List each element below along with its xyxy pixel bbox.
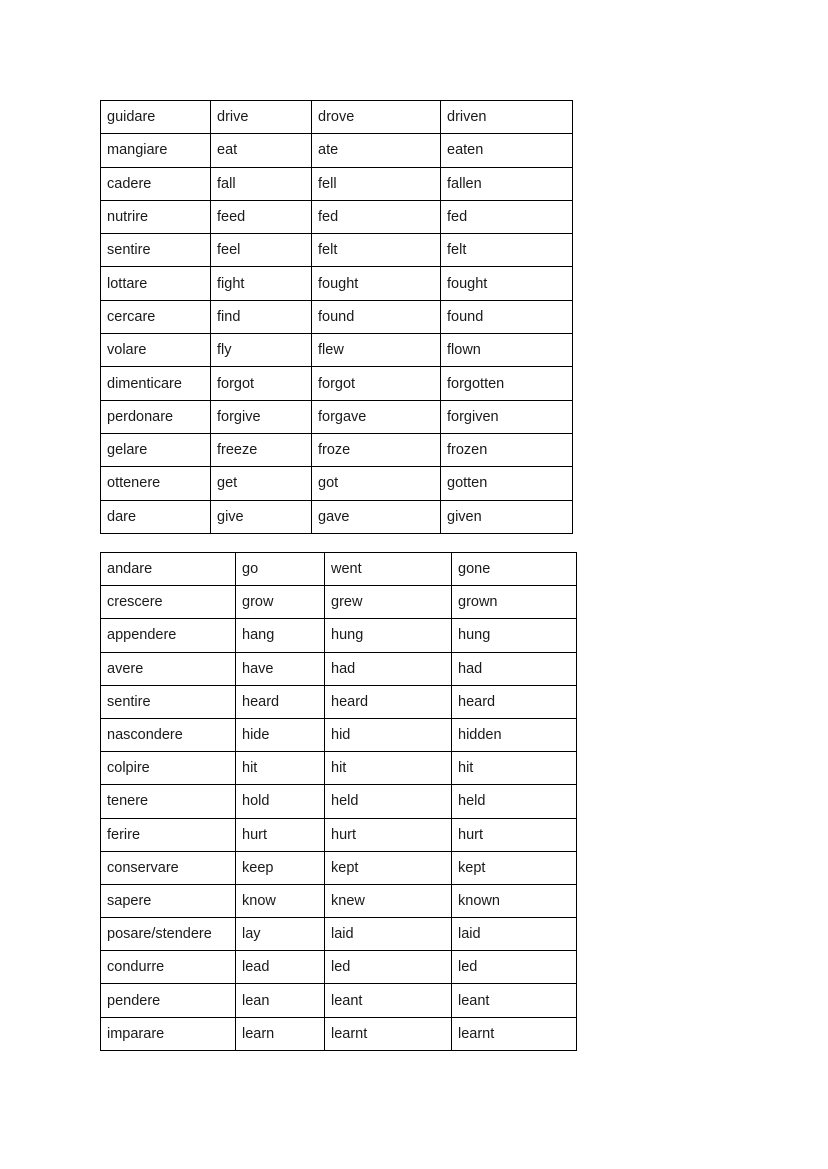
- past-simple-cell: forgot: [312, 367, 441, 400]
- italian-cell: colpire: [101, 752, 236, 785]
- past-participle-cell: leant: [452, 984, 577, 1017]
- italian-cell: nutrire: [101, 200, 211, 233]
- base-form-cell: hit: [236, 752, 325, 785]
- base-form-cell: go: [236, 553, 325, 586]
- base-form-cell: lay: [236, 918, 325, 951]
- verb-table-2: [100, 552, 577, 1051]
- past-simple-cell: leant: [325, 984, 452, 1017]
- table-row: [101, 984, 577, 1017]
- table-row: [101, 101, 573, 134]
- past-participle-cell: hidden: [452, 718, 577, 751]
- past-participle-cell: frozen: [441, 433, 573, 466]
- base-form-cell: freeze: [211, 433, 312, 466]
- past-participle-cell: gone: [452, 553, 577, 586]
- past-participle-cell: fed: [441, 200, 573, 233]
- table-row: [101, 619, 577, 652]
- italian-cell: volare: [101, 334, 211, 367]
- italian-cell: sentire: [101, 685, 236, 718]
- italian-cell: sapere: [101, 884, 236, 917]
- past-simple-cell: went: [325, 553, 452, 586]
- table-row: [101, 300, 573, 333]
- italian-cell: guidare: [101, 101, 211, 134]
- base-form-cell: fight: [211, 267, 312, 300]
- italian-cell: andare: [101, 553, 236, 586]
- past-simple-cell: hid: [325, 718, 452, 751]
- table-row: [101, 500, 573, 533]
- italian-cell: imparare: [101, 1017, 236, 1050]
- table-row: [101, 234, 573, 267]
- past-simple-cell: flew: [312, 334, 441, 367]
- past-participle-cell: grown: [452, 586, 577, 619]
- italian-cell: perdonare: [101, 400, 211, 433]
- base-form-cell: give: [211, 500, 312, 533]
- past-simple-cell: ate: [312, 134, 441, 167]
- past-simple-cell: froze: [312, 433, 441, 466]
- italian-cell: dare: [101, 500, 211, 533]
- past-simple-cell: learnt: [325, 1017, 452, 1050]
- base-form-cell: feel: [211, 234, 312, 267]
- italian-cell: avere: [101, 652, 236, 685]
- table-row: [101, 652, 577, 685]
- past-participle-cell: given: [441, 500, 573, 533]
- italian-cell: cercare: [101, 300, 211, 333]
- table-row: [101, 951, 577, 984]
- past-participle-cell: hit: [452, 752, 577, 785]
- past-simple-cell: found: [312, 300, 441, 333]
- past-participle-cell: forgotten: [441, 367, 573, 400]
- past-participle-cell: had: [452, 652, 577, 685]
- past-participle-cell: learnt: [452, 1017, 577, 1050]
- past-simple-cell: heard: [325, 685, 452, 718]
- italian-cell: lottare: [101, 267, 211, 300]
- past-simple-cell: hung: [325, 619, 452, 652]
- verb-table-1-body: [101, 101, 573, 534]
- base-form-cell: feed: [211, 200, 312, 233]
- past-simple-cell: kept: [325, 851, 452, 884]
- italian-cell: conservare: [101, 851, 236, 884]
- past-participle-cell: fallen: [441, 167, 573, 200]
- italian-cell: posare/stendere: [101, 918, 236, 951]
- past-simple-cell: drove: [312, 101, 441, 134]
- table-row: [101, 884, 577, 917]
- past-participle-cell: led: [452, 951, 577, 984]
- past-participle-cell: hung: [452, 619, 577, 652]
- table-row: [101, 267, 573, 300]
- past-simple-cell: gave: [312, 500, 441, 533]
- table-row: [101, 818, 577, 851]
- base-form-cell: have: [236, 652, 325, 685]
- past-simple-cell: forgave: [312, 400, 441, 433]
- past-simple-cell: grew: [325, 586, 452, 619]
- past-simple-cell: fell: [312, 167, 441, 200]
- base-form-cell: drive: [211, 101, 312, 134]
- italian-cell: sentire: [101, 234, 211, 267]
- table-row: [101, 586, 577, 619]
- base-form-cell: forgive: [211, 400, 312, 433]
- table-row: [101, 785, 577, 818]
- base-form-cell: hurt: [236, 818, 325, 851]
- verb-table-1: [100, 100, 573, 534]
- past-simple-cell: knew: [325, 884, 452, 917]
- italian-cell: ferire: [101, 818, 236, 851]
- table-row: [101, 167, 573, 200]
- base-form-cell: lean: [236, 984, 325, 1017]
- past-participle-cell: felt: [441, 234, 573, 267]
- past-simple-cell: hit: [325, 752, 452, 785]
- table-row: [101, 1017, 577, 1050]
- base-form-cell: keep: [236, 851, 325, 884]
- italian-cell: ottenere: [101, 467, 211, 500]
- past-simple-cell: hurt: [325, 818, 452, 851]
- italian-cell: nascondere: [101, 718, 236, 751]
- past-participle-cell: hurt: [452, 818, 577, 851]
- base-form-cell: fall: [211, 167, 312, 200]
- base-form-cell: hang: [236, 619, 325, 652]
- past-simple-cell: felt: [312, 234, 441, 267]
- base-form-cell: forgot: [211, 367, 312, 400]
- base-form-cell: find: [211, 300, 312, 333]
- base-form-cell: know: [236, 884, 325, 917]
- past-simple-cell: fought: [312, 267, 441, 300]
- base-form-cell: fly: [211, 334, 312, 367]
- past-participle-cell: flown: [441, 334, 573, 367]
- base-form-cell: learn: [236, 1017, 325, 1050]
- past-participle-cell: heard: [452, 685, 577, 718]
- table-row: [101, 718, 577, 751]
- verb-table-2-body: [101, 553, 577, 1051]
- table-row: [101, 367, 573, 400]
- table-row: [101, 851, 577, 884]
- past-participle-cell: kept: [452, 851, 577, 884]
- base-form-cell: hide: [236, 718, 325, 751]
- past-participle-cell: found: [441, 300, 573, 333]
- italian-cell: pendere: [101, 984, 236, 1017]
- italian-cell: gelare: [101, 433, 211, 466]
- table-row: [101, 918, 577, 951]
- past-participle-cell: gotten: [441, 467, 573, 500]
- italian-cell: mangiare: [101, 134, 211, 167]
- table-row: [101, 200, 573, 233]
- italian-cell: appendere: [101, 619, 236, 652]
- past-participle-cell: held: [452, 785, 577, 818]
- base-form-cell: eat: [211, 134, 312, 167]
- table-row: [101, 134, 573, 167]
- base-form-cell: heard: [236, 685, 325, 718]
- italian-cell: cadere: [101, 167, 211, 200]
- table-row: [101, 467, 573, 500]
- base-form-cell: grow: [236, 586, 325, 619]
- past-simple-cell: had: [325, 652, 452, 685]
- past-simple-cell: held: [325, 785, 452, 818]
- base-form-cell: get: [211, 467, 312, 500]
- past-participle-cell: forgiven: [441, 400, 573, 433]
- past-participle-cell: laid: [452, 918, 577, 951]
- italian-cell: crescere: [101, 586, 236, 619]
- past-simple-cell: led: [325, 951, 452, 984]
- table-row: [101, 553, 577, 586]
- italian-cell: tenere: [101, 785, 236, 818]
- table-row: [101, 433, 573, 466]
- base-form-cell: lead: [236, 951, 325, 984]
- italian-cell: dimenticare: [101, 367, 211, 400]
- past-simple-cell: laid: [325, 918, 452, 951]
- past-participle-cell: fought: [441, 267, 573, 300]
- past-participle-cell: eaten: [441, 134, 573, 167]
- past-participle-cell: known: [452, 884, 577, 917]
- past-participle-cell: driven: [441, 101, 573, 134]
- table-row: [101, 752, 577, 785]
- table-row: [101, 685, 577, 718]
- past-simple-cell: fed: [312, 200, 441, 233]
- italian-cell: condurre: [101, 951, 236, 984]
- past-simple-cell: got: [312, 467, 441, 500]
- table-row: [101, 334, 573, 367]
- base-form-cell: hold: [236, 785, 325, 818]
- table-row: [101, 400, 573, 433]
